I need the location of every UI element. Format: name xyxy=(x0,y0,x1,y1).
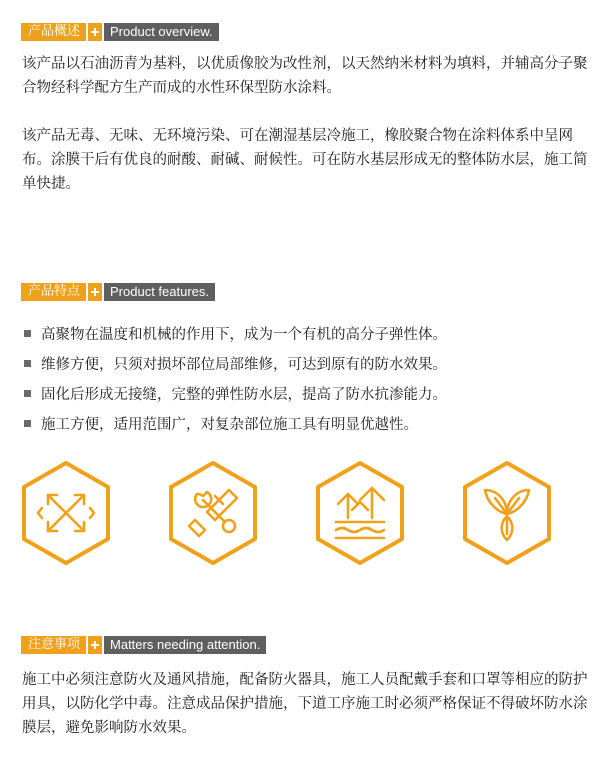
repair-tools-icon xyxy=(167,460,259,566)
notes-title-cn: 注意事项 xyxy=(21,636,86,654)
notes-paragraph: 施工中必须注意防火及通风措施，配备防火器具，施工人员配戴手套和口罩等相应的防护用具，以防化学中毒。注意成品保护措施，下道工序施工时必须严格保证不得破坏防水涂膜层，避免影响防水效果。 xyxy=(22,672,588,736)
overview-paragraph-2: 该产品无毒、无味、无环境污染、可在潮湿基层冷施工，橡胶聚合物在涂料体系中呈网布。涂膜干后有优良的耐酸、耐碱、耐候性。可在防水基层形成无的整体防水层，施工简单快捷。 xyxy=(22,128,588,192)
square-bullet-icon xyxy=(24,360,31,367)
feature-text: 固化后形成无接缝，完整的弹性防水层，提高了防水抗渗能力。 xyxy=(41,386,447,403)
plus-icon xyxy=(88,23,102,41)
features-title-cn: 产品特点 xyxy=(21,283,86,301)
feature-text: 维修方便，只须对损坏部位局部维修，可达到原有的防水效果。 xyxy=(41,356,447,373)
notes-header xyxy=(21,636,266,654)
feature-text: 施工方便，适用范围广，对复杂部位施工具有明显优越性。 xyxy=(41,416,418,433)
expand-arrows-icon xyxy=(20,460,112,566)
feature-icons-row xyxy=(20,460,580,566)
leaves-icon xyxy=(461,460,553,566)
square-bullet-icon xyxy=(24,390,31,397)
list-item xyxy=(24,378,447,408)
waterproof-layer-icon xyxy=(314,460,406,566)
notes-title-en: Matters needing attention. xyxy=(104,636,266,654)
list-item xyxy=(24,408,447,438)
overview-title-cn: 产品概述 xyxy=(21,23,86,41)
plus-icon xyxy=(88,283,102,301)
overview-header xyxy=(21,23,219,41)
feature-list xyxy=(24,318,447,438)
list-item xyxy=(24,318,447,348)
square-bullet-icon xyxy=(24,330,31,337)
overview-paragraph-1: 该产品以石油沥青为基料，以优质像胶为改性剂，以天然纳米材料为填料，并辅高分子聚合物经科学配方生产而成的水性环保型防水涂料。 xyxy=(22,56,588,96)
plus-icon xyxy=(88,636,102,654)
features-title-en: Product features. xyxy=(104,283,215,301)
square-bullet-icon xyxy=(24,420,31,427)
list-item xyxy=(24,348,447,378)
feature-text: 高聚物在温度和机械的作用下，成为一个有机的高分子弹性体。 xyxy=(41,326,447,343)
features-header xyxy=(21,283,215,301)
overview-title-en: Product overview. xyxy=(104,23,219,41)
